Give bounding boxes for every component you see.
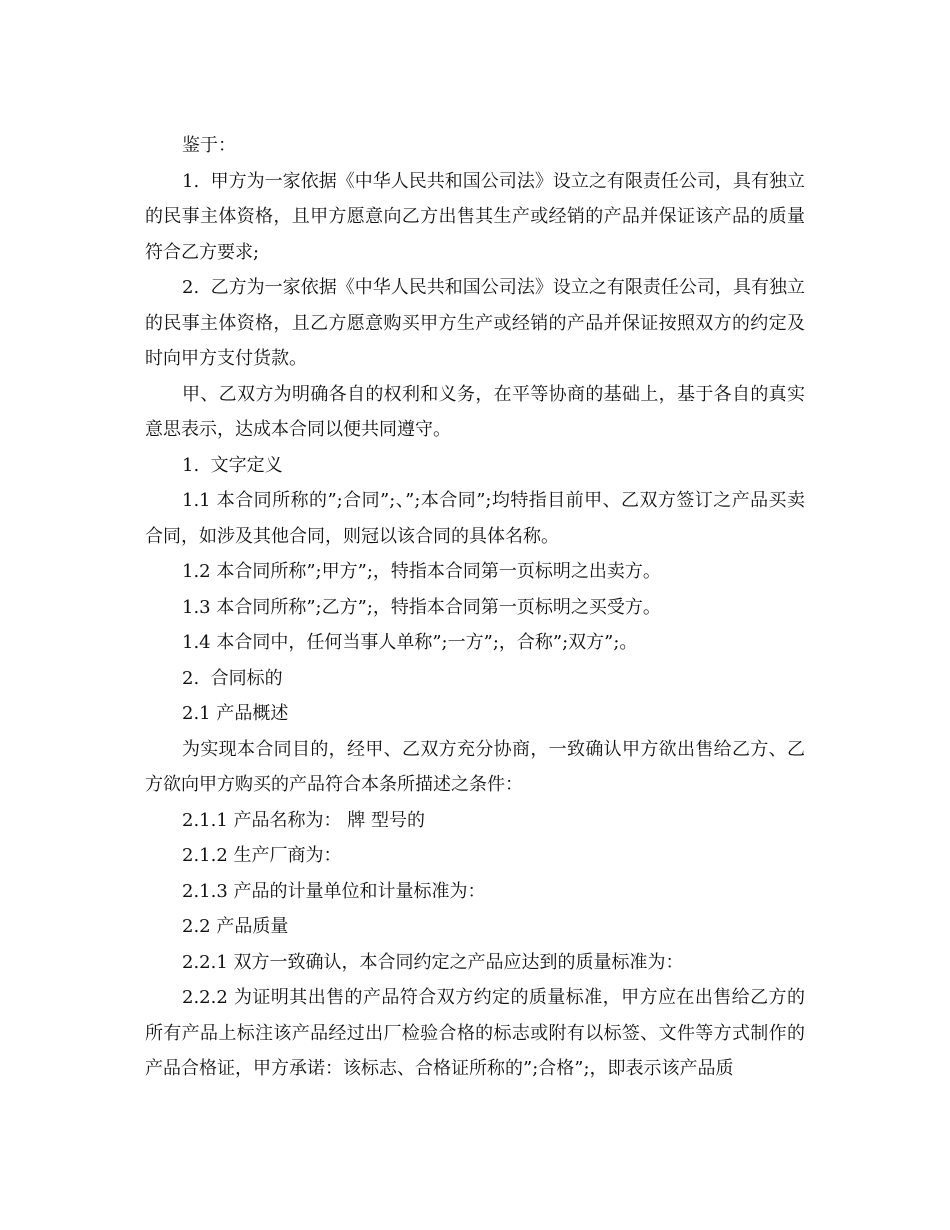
agreement-statement: 甲、乙双方为明确各自的权利和义务，在平等协商的基础上，基于各自的真实意思表示，达成本合同以便共同遵守。	[145, 383, 805, 440]
recital-party-a: 1. 甲方为一家依据《中华人民共和国公司法》设立之有限责任公司，具有独立的民事主体资格，且甲方愿意向乙方出售其生产或经销的产品并保证该产品的质量符合乙方要求;	[145, 170, 805, 263]
document-body	[145, 128, 805, 1087]
section-1-heading: 1. 文字定义	[182, 454, 283, 476]
clause-2-2-heading: 2.2 产品质量	[182, 916, 289, 937]
recitals-heading: 鉴于：	[182, 135, 236, 156]
clause-2-1-2: 2.1.2 生产厂商为：	[182, 845, 342, 866]
clause-2-2-2: 2.2.2 为证明其出售的产品符合双方约定的质量标准，甲方应在出售给乙方的所有产品上标注该产品经过出厂检验合格的标志或附有以标签、文件等方式制作的产品合格证，甲方承诺：该标志、合格证所称的”;合格”;，即表示该产品质	[145, 987, 805, 1079]
clause-2-1-body: 为实现本合同目的，经甲、乙双方充分协商，一致确认甲方欲出售给乙方、乙方欲向甲方购买的产品符合本条所描述之条件：	[145, 738, 805, 795]
clause-1-3: 1.3 本合同所称”;乙方”;，特指本合同第一页标明之买受方。	[182, 596, 661, 618]
clause-2-1-heading: 2.1 产品概述	[182, 703, 289, 724]
recital-party-b: 2. 乙方为一家依据《中华人民共和国公司法》设立之有限责任公司，具有独立的民事主体资格，且乙方愿意购买甲方生产或经销的产品并保证按照双方的约定及时向甲方支付货款。	[145, 277, 805, 369]
clause-1-2: 1.2 本合同所称”;甲方”;，特指本合同第一页标明之出卖方。	[182, 561, 661, 582]
section-2-heading: 2. 合同标的	[182, 667, 283, 689]
clause-1-1: 1.1 本合同所称的”;合同”;、”;本合同”;均特指目前甲、乙双方签订之产品买卖合同，如涉及其他合同，则冠以该合同的具体名称。	[145, 490, 805, 547]
clause-2-1-3: 2.1.3 产品的计量单位和计量标准为：	[182, 880, 486, 902]
clause-2-1-1: 2.1.1 产品名称为： 牌 型号的	[182, 809, 425, 831]
clause-1-4: 1.4 本合同中，任何当事人单称”;一方”;，合称”;双方”;。	[182, 632, 638, 653]
clause-2-2-1: 2.2.1 双方一致确认，本合同约定之产品应达到的质量标准为：	[182, 951, 684, 973]
